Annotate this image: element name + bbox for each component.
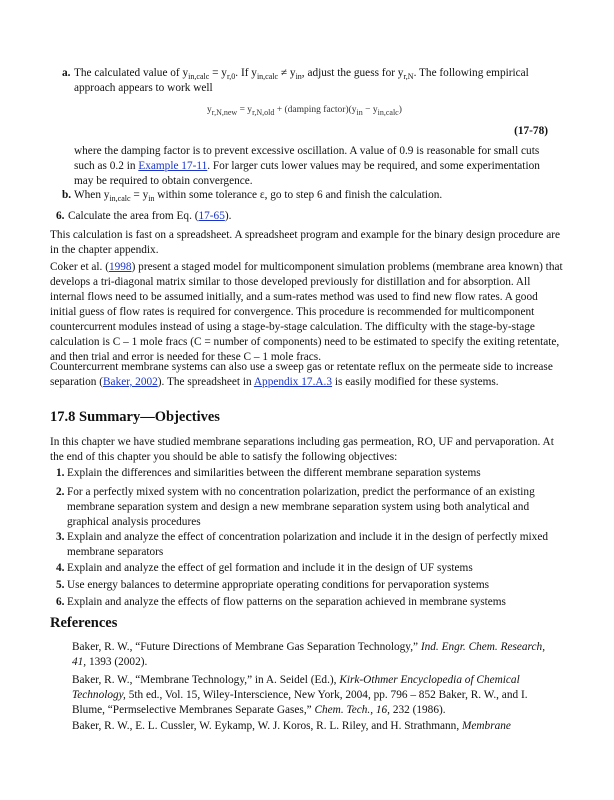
example-17-11-link[interactable]: Example 17-11 <box>138 160 208 172</box>
eq-17-65-link[interactable]: 17-65 <box>198 210 225 222</box>
paragraph-countercurrent: Countercurrent membrane systems can also use a sweep gas or retentate reflux on the permeate side to increase separation (Baker, 2002). The spreadsheet in Appendix 17.A.3 is easily modified for these systems. <box>50 361 553 388</box>
reference-entry: Baker, R. W., “Membrane Technology,” in A. Seidel (Ed.), Kirk-Othmer Encyclopedia of Chemical Technology, 5th ed., Vol. 15, Wiley-Interscience, New York, 2004, pp. 796 – 852 Baker, R. W., and I. Blume, “Permselective Membranes Separate Gases,” Chem. Tech., 16, 232 (1986). <box>72 674 528 716</box>
objective-number: 1. <box>56 467 65 479</box>
objective-text: Explain and analyze the effects of flow patterns on the separation achieved in membrane systems <box>67 596 506 608</box>
objective-text: Explain and analyze the effect of concentration polarization and include it in the design of perfectly mixed membrane separators <box>67 531 548 558</box>
baker-2002-link[interactable]: Baker, 2002 <box>103 376 158 388</box>
objective-number: 2. <box>56 486 65 498</box>
objective-item <box>56 530 554 560</box>
reference-entry: Baker, R. W., “Future Directions of Membrane Gas Separation Technology,” Ind. Engr. Chem. Research, 41, 1393 (2002). <box>72 641 546 668</box>
objective-item <box>56 595 554 610</box>
coker-1998-link[interactable]: 1998 <box>108 261 132 273</box>
paragraph-coker: Coker et al. (1998) present a staged model for multicomponent simulation problems (membrane area known) that develops a tri-diagonal matrix similar to those developed previously for distillation and for absorption. All internal flows need to be assumed initially, and a sum-rates method was used to find new flow rates. A good initial guess of flow rates is required for convergence. This procedure is recommended for multicomponent countercurrent modules instead of using a stage-by-stage calculation. The difficulty with the stage-by-stage calculation is C – 1 mole fracs (C = number of components) need to be estimated to specify the exiting retentate, and then trial and error is needed for these C – 1 mole fracs. <box>50 261 563 363</box>
objective-item <box>56 466 554 481</box>
objective-text: Explain the differences and similarities between the different membrane separation systems <box>67 467 481 479</box>
objective-number: 3. <box>56 531 65 543</box>
step-a-text: The calculated value of $y_{in,calc} = y_{r,0}$. If $y_{in,calc} \ne y_{in}$, adjust the guess for $y_{r,N}$. The following empirical approach appears to work well <box>74 67 529 94</box>
objective-text: For a perfectly mixed system with no concentration polarization, predict the performance of an existing membrane separation system and design a new membrane separation system using both analytical and graphical analysis procedures <box>67 486 535 528</box>
objective-text: Use energy balances to determine appropriate operating conditions for pervaporation systems <box>67 579 490 591</box>
equation-17-78: $y_{r,N,new} = y_{r,N,old}$ + (damping $factor)(y_{in} - y_{in,calc})$ <box>207 105 402 117</box>
step-6-text: Calculate the area from Eq. (17-65). <box>68 210 232 222</box>
equation-number: (17-78) <box>514 125 548 137</box>
objective-text: Explain and analyze the effect of gel formation and include it in the design of UF systems <box>67 562 473 574</box>
section-heading-summary: 17.8 Summary—Objectives <box>50 409 220 425</box>
reference-entry: Baker, R. W., E. L. Cussler, W. Eykamp, W. J. Koros, R. L. Riley, and H. Strathmann, Membrane <box>72 720 511 732</box>
step-b-label: b. <box>62 189 72 201</box>
objective-item <box>56 578 554 593</box>
objective-number: 5. <box>56 579 65 591</box>
damping-explanation: where the damping factor is to prevent excessive oscillation. A value of 0.9 is reasonable for small cuts such as 0.2 in Example 17-11. For larger cuts lower values may be required, and some experimentation may be required to obtain convergence. <box>74 145 540 187</box>
paragraph-spreadsheet: This calculation is fast on a spreadsheet. A spreadsheet program and example for the binary design procedure are in the chapter appendix. <box>50 229 561 256</box>
step-6-label: 6. <box>56 210 65 222</box>
objective-item <box>56 485 554 530</box>
objective-item <box>56 561 554 576</box>
objective-number: 4. <box>56 562 65 574</box>
appendix-17a3-link[interactable]: Appendix 17.A.3 <box>253 376 333 388</box>
references-heading: References <box>50 615 118 631</box>
objective-number: 6. <box>56 596 65 608</box>
step-b-text: When $y_{in,calc} = y_{in}$ within some tolerance ε, go to step 6 and finish the calculation. <box>74 189 443 203</box>
step-a-label: a. <box>62 67 71 79</box>
summary-intro: In this chapter we have studied membrane separations including gas permeation, RO, UF and pervaporation. At the end of this chapter you should be able to satisfy the following objectives: <box>50 436 554 463</box>
